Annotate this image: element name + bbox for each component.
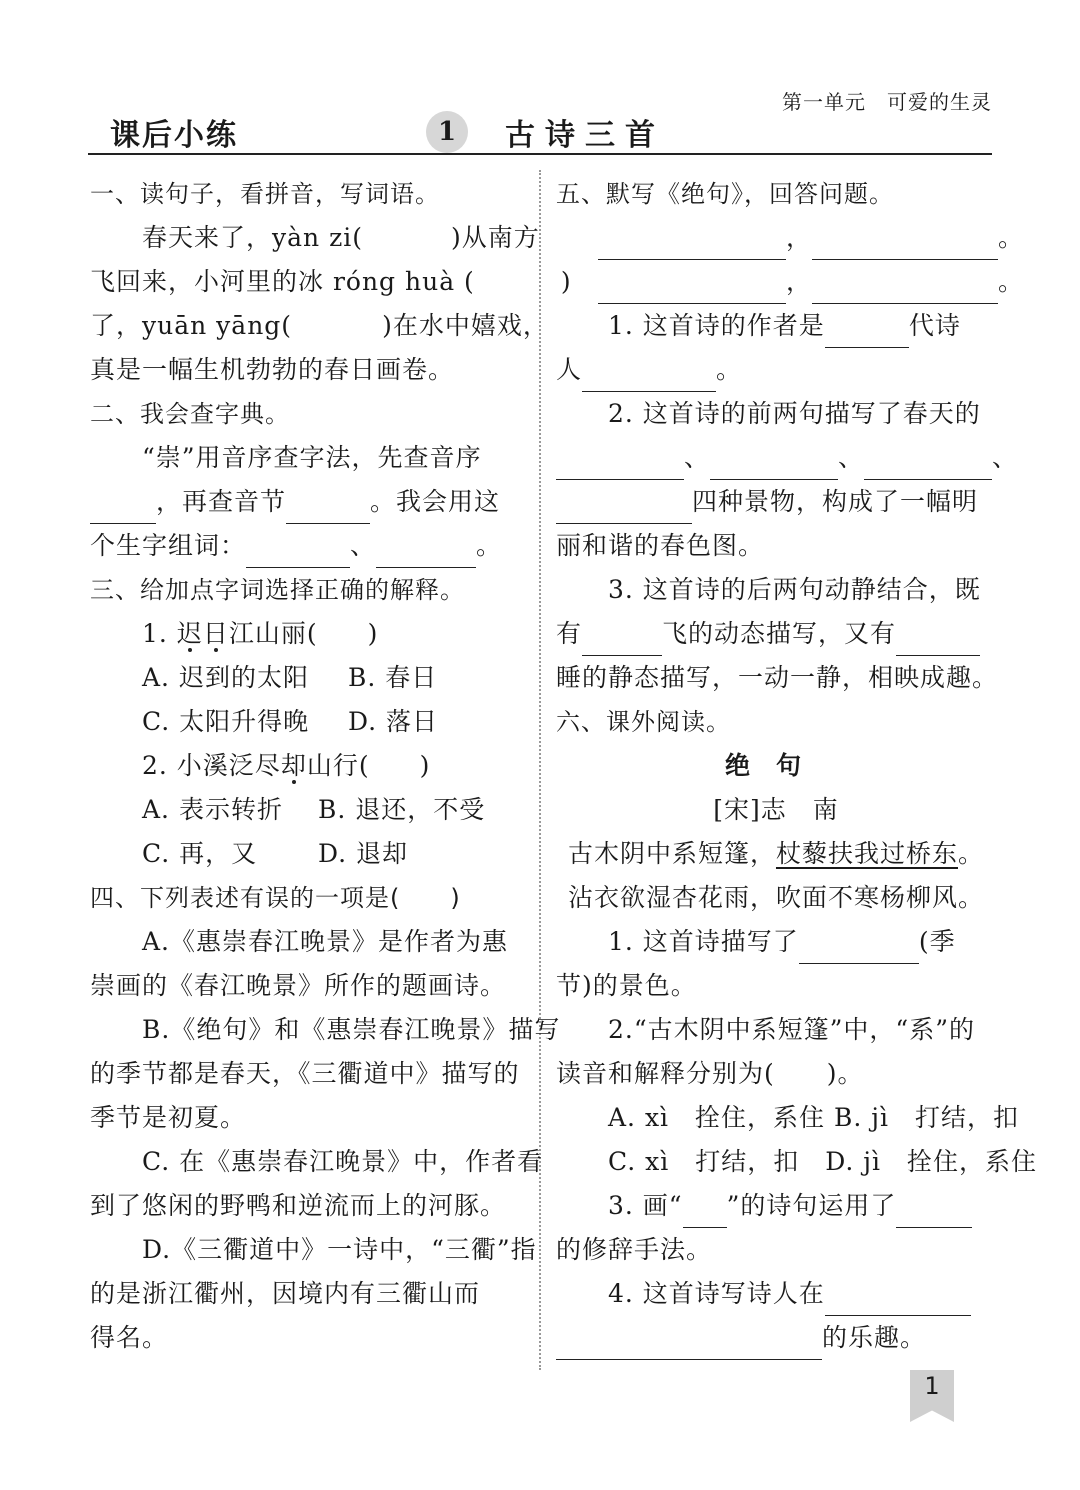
q3-item1-options-cd: C. 太阳升得晚 D. 落日 [142,707,439,736]
answer-blank[interactable] [598,229,786,260]
answer-blank[interactable] [896,625,980,656]
q6-sub2-options-ab: A. xì 拴住，系住 B. jì 打结，扣 [608,1103,1020,1132]
q6-title: 六、课外阅读。 [556,708,731,736]
q1-title: 一、读句子，看拼音，写词语。 [90,180,440,208]
q5-recite-line1: ， 。 [556,216,996,260]
header-rule [88,153,992,155]
poem-line2: 沾衣欲湿杏花雨，吹面不寒杨柳风。 [567,883,984,912]
q6-sub1-cont: 节)的景色。 [556,971,697,1000]
q4-option-a-line2: 崇画的《春江晚景》所作的题画诗。 [90,971,507,1000]
answer-blank[interactable] [896,1197,972,1228]
column-divider [539,170,541,1370]
lesson-number-badge: 1 [426,111,468,153]
q4-option-c-line2: 到了悠闲的野鸭和逆流而上的河豚。 [90,1191,507,1220]
answer-blank[interactable] [598,273,786,304]
q5-sub3: 3. 这首诗的后两句动静结合，既 [608,575,981,604]
q5-sub2-cont: 四种景物，构成了一幅明 [556,480,996,524]
q3-item1: 1. 迟日江山丽( ) [142,619,379,648]
q4-option-d-line3: 得名。 [90,1323,169,1352]
lesson-title: 古诗三首 [505,118,665,153]
q5-sub1-cont: 人 。 [556,348,996,392]
q5-sub2-blanks: 、 、 、 [556,436,996,480]
answer-blank[interactable] [864,449,992,480]
answer-blank[interactable] [710,449,838,480]
answer-blank[interactable] [556,449,684,480]
q1-line2: 飞回来，小河里的冰 róng huà ( ) [90,267,572,296]
q4-option-d-line1: D.《三衢道中》一诗中，“三衢”指 [142,1235,537,1264]
q5-title: 五、默写《绝句》，回答问题。 [556,180,894,208]
answer-blank[interactable] [799,933,919,964]
q6-sub4: 4. 这首诗写诗人在 [556,1272,996,1316]
q4-option-d-line2: 的是浙江衢州，因境内有三衢山而 [90,1279,481,1308]
q5-sub2: 2. 这首诗的前两句描写了春天的 [608,399,981,428]
q1-line3: 了，yuān yāng( )在水中嬉戏， [90,311,549,340]
answer-blank[interactable] [246,537,350,568]
left-column [90,172,572,1360]
q6-sub3-cont: 的修辞手法。 [556,1235,713,1264]
q3-item2: 2. 小溪泛尽却山行( ) [142,751,431,780]
q4-option-c-line1: C. 在《惠崇春江晚景》中，作者看 [142,1147,544,1176]
page-number: 1 [924,1372,940,1400]
q4-option-b-line2: 的季节都是春天，《三衢道中》描写的 [90,1059,520,1088]
q5-sub1: 1. 这首诗的作者是 代诗 [556,304,996,348]
q3-title: 三、给加点字词选择正确的解释。 [90,576,465,604]
answer-blank[interactable] [683,1197,727,1228]
q1-line4: 真是一幅生机勃勃的春日画卷。 [90,355,455,384]
q3-item2-options-cd: C. 再，又 D. 退却 [142,839,409,868]
q6-sub3: 3. 画“ ”的诗句运用了 [556,1184,996,1228]
poem-title: 绝句 [724,751,827,780]
q5-sub3-cont: 有 飞的动态描写，又有 [556,612,996,656]
q6-sub2: 2.“古木阴中系短篷”中，“系”的 [608,1015,975,1044]
answer-blank[interactable] [582,361,716,392]
q4-option-b-line3: 季节是初夏。 [90,1103,247,1132]
answer-blank[interactable] [825,1285,971,1316]
q6-sub2-options-cd: C. xì 打结，扣 D. jì 拴住，系住 [608,1147,1038,1176]
q4-option-a-line1: A.《惠崇春江晚景》是作者为惠 [142,927,509,956]
section-title: 课后小练 [110,118,238,153]
poem-author: [宋]志 南 [713,795,839,824]
q6-sub1: 1. 这首诗描写了 (季 [556,920,996,964]
q6-sub2-cont: 读音和解释分别为( )。 [556,1059,864,1088]
q4-title: 四、下列表述有误的一项是( ) [90,884,461,912]
right-column [556,172,1038,1360]
q2-title: 二、我会查字典。 [90,400,290,428]
answer-blank[interactable] [286,493,370,524]
q2-line1: “崇”用音序查字法，先查音序 [142,443,482,472]
unit-title: 第一单元 可爱的生灵 [782,90,992,114]
q3-item2-options-ab: A. 表示转折 B. 退还，不受 [142,795,486,824]
q5-sub2-end: 丽和谐的春色图。 [556,531,765,560]
poem-line1: 古木阴中系短篷，杖藜扶我过桥东。 [567,839,985,868]
q5-recite-line2: ， 。 [556,260,996,304]
answer-blank[interactable] [812,229,998,260]
q6-sub4-cont: 的乐趣。 [556,1316,996,1360]
answer-blank[interactable] [90,493,156,524]
answer-blank[interactable] [376,537,476,568]
answer-blank[interactable] [556,1329,822,1360]
q4-option-b-line1: B.《绝句》和《惠崇春江晚景》描写 [142,1015,561,1044]
q2-line3: 个生字组词： 、 。 [90,524,530,568]
answer-blank[interactable] [812,273,998,304]
answer-blank[interactable] [556,493,692,524]
answer-blank[interactable] [825,317,909,348]
answer-blank[interactable] [582,625,662,656]
q5-sub3-end: 睡的静态描写，一动一静，相映成趣。 [556,663,999,692]
q1-line1: 春天来了，yàn zi( )从南方 [142,223,540,252]
q2-line2: ，再查音节 。我会用这 [90,480,530,524]
q3-item1-options-ab: A. 迟到的太阳 B. 春日 [142,663,438,692]
